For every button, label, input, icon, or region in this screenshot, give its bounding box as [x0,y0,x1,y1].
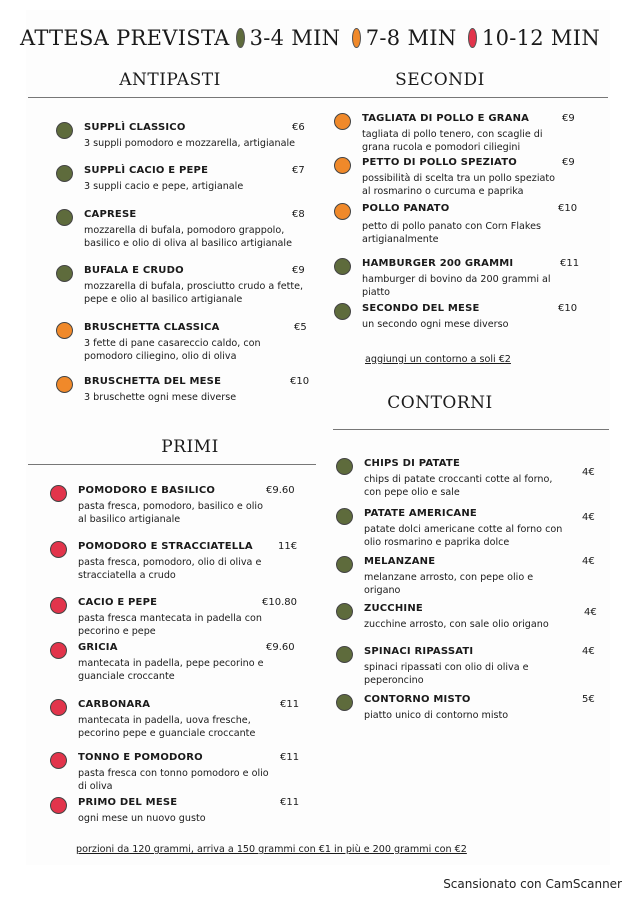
item-price: 4€ [584,607,597,618]
divider-top [28,97,608,98]
wait-dot [336,694,353,711]
wait-dot [50,485,67,502]
wait-legend [20,22,600,54]
item-name: SUPPLÌ CLASSICO [84,122,186,133]
item-desc: hamburger di bovino da 200 grammi al piatto [362,274,551,298]
item-desc: 3 suppli pomodoro e mozzarella, artigianale [84,138,296,149]
item-price: €11 [280,699,300,710]
section-title-contorni: CONTORNI [387,393,493,413]
item-name: BRUSCHETTA CLASSICA [84,322,220,333]
wait-dot [334,258,351,275]
item-desc: pasta fresca con tonno pomodoro e olio di oliva [78,768,269,792]
wait-dot [56,209,73,226]
wait-dot [56,376,73,393]
divider-primi [28,464,316,465]
item-desc: ogni mese un nuovo gusto [78,813,206,824]
item-name: SECONDO DEL MESE [362,303,480,314]
item-desc: pasta fresca, pomodoro, olio di oliva e stracciatella a crudo [78,557,262,581]
item-price: €9.60 [266,485,295,496]
item-name: CAPRESE [84,209,137,220]
item-price: 4€ [582,512,595,523]
item-price: 11€ [278,541,298,552]
item-price: 4€ [582,646,595,657]
wait-dot [336,646,353,663]
wait-dot [56,265,73,282]
item-price: €10 [558,203,578,214]
side-dish-note: aggiungi un contorno a soli €2 [365,354,511,365]
wait-dot [50,699,67,716]
item-name: BRUSCHETTA DEL MESE [84,376,222,387]
legend-text-green: 3-4 MIN [249,26,341,50]
wait-dot [56,165,73,182]
item-name: POMODORO E BASILICO [78,485,216,496]
item-desc: pasta fresca mantecata in padella con pecorino e pepe [78,613,262,637]
wait-dot [336,556,353,573]
item-desc: patate dolci americane cotte al forno con olio rosmarino e paprika dolce [364,524,563,548]
item-price: €10.80 [262,597,297,608]
item-desc: mozzarella di bufala, pomodoro grappolo, basilico e olio di oliva al basilico artigianale [84,225,293,249]
item-desc: spinaci ripassati con olio di oliva e peperoncino [364,662,529,686]
wait-dot [50,642,67,659]
item-name: HAMBURGER 200 GRAMMI [362,258,514,269]
wait-dot [56,322,73,339]
item-name: PATATE AMERICANE [364,508,477,519]
item-desc: zucchine arrosto, con sale olio origano [364,619,549,630]
item-desc: chips di patate croccanti cotte al forno, con pepe olio e sale [364,474,553,498]
item-name: TONNO E POMODORO [78,752,203,763]
wait-dot [50,541,67,558]
item-price: €11 [280,752,300,763]
item-price: €10 [290,376,310,387]
item-desc: mozzarella di bufala, prosciutto crudo a fette, pepe e olio al basilico artigianale [84,281,304,305]
item-desc: piatto unico di contorno misto [364,710,509,721]
item-desc: tagliata di pollo tenero, con scaglie di grana rucola e pomodori ciliegini [362,129,543,153]
item-name: SPINACI RIPASSATI [364,646,474,657]
wait-dot [50,597,67,614]
item-price: €5 [294,322,307,333]
scanner-watermark: Scansionato con CamScanner [443,877,622,891]
item-name: SUPPLÌ CACIO E PEPE [84,165,209,176]
wait-dot [334,157,351,174]
item-name: CARBONARA [78,699,151,710]
item-name: MELANZANE [364,556,436,567]
item-name: POMODORO E STRACCIATELLA [78,541,253,552]
legend-dot-green [236,28,245,48]
item-name: CACIO E PEPE [78,597,158,608]
item-price: 4€ [582,467,595,478]
item-desc: melanzane arrosto, con pepe olio e origano [364,572,534,596]
section-title-secondi: SECONDI [395,70,485,90]
item-desc: petto di pollo panato con Corn Flakes artigianalmente [362,221,541,245]
legend-label: ATTESA PREVISTA [20,26,230,50]
item-price: €7 [292,165,305,176]
item-price: €11 [560,258,580,269]
item-desc: un secondo ogni mese diverso [362,319,509,330]
wait-dot [334,203,351,220]
section-title-primi: PRIMI [161,437,219,457]
item-name: BUFALA E CRUDO [84,265,184,276]
wait-dot [334,303,351,320]
wait-dot [336,508,353,525]
item-price: €6 [292,122,305,133]
item-name: GRICIA [78,642,118,653]
wait-dot [50,752,67,769]
wait-dot [50,797,67,814]
wait-dot [336,458,353,475]
item-price: €8 [292,209,305,220]
item-price: €9 [562,113,575,124]
item-price: 4€ [582,556,595,567]
wait-dot [334,113,351,130]
legend-dot-red [468,28,477,48]
item-name: POLLO PANATO [362,203,450,214]
item-desc: mantecata in padella, uova fresche, pecorino pepe e guanciale croccante [78,715,256,739]
legend-dot-orange [352,28,361,48]
legend-text-red: 10-12 MIN [481,26,600,50]
item-price: €9.60 [266,642,295,653]
item-name: CONTORNO MISTO [364,694,471,705]
divider-contorni [333,429,609,430]
item-desc: 3 suppli cacio e pepe, artigianale [84,181,244,192]
wait-dot [336,603,353,620]
item-price: 5€ [582,694,595,705]
legend-text-orange: 7-8 MIN [365,26,457,50]
item-price: €9 [292,265,305,276]
item-desc: pasta fresca, pomodoro, basilico e olio al basilico artigianale [78,501,263,525]
item-name: CHIPS DI PATATE [364,458,460,469]
item-price: €10 [558,303,578,314]
item-price: €9 [562,157,575,168]
wait-dot [56,122,73,139]
item-desc: 3 bruschette ogni mese diverse [84,392,237,403]
section-title-antipasti: ANTIPASTI [119,70,221,90]
item-name: PRIMO DEL MESE [78,797,178,808]
item-desc: possibilità di scelta tra un pollo speziato al rosmarino o curcuma e paprika [362,173,555,197]
item-price: €11 [280,797,300,808]
item-name: PETTO DI POLLO SPEZIATO [362,157,517,168]
item-desc: mantecata in padella, pepe pecorino e guanciale croccante [78,658,264,682]
portion-note: porzioni da 120 grammi, arriva a 150 grammi con €1 in più e 200 grammi con €2 [76,844,467,855]
item-desc: 3 fette di pane casareccio caldo, con pomodoro ciliegino, olio di oliva [84,338,261,362]
item-name: ZUCCHINE [364,603,423,614]
item-name: TAGLIATA DI POLLO E GRANA [362,113,530,124]
